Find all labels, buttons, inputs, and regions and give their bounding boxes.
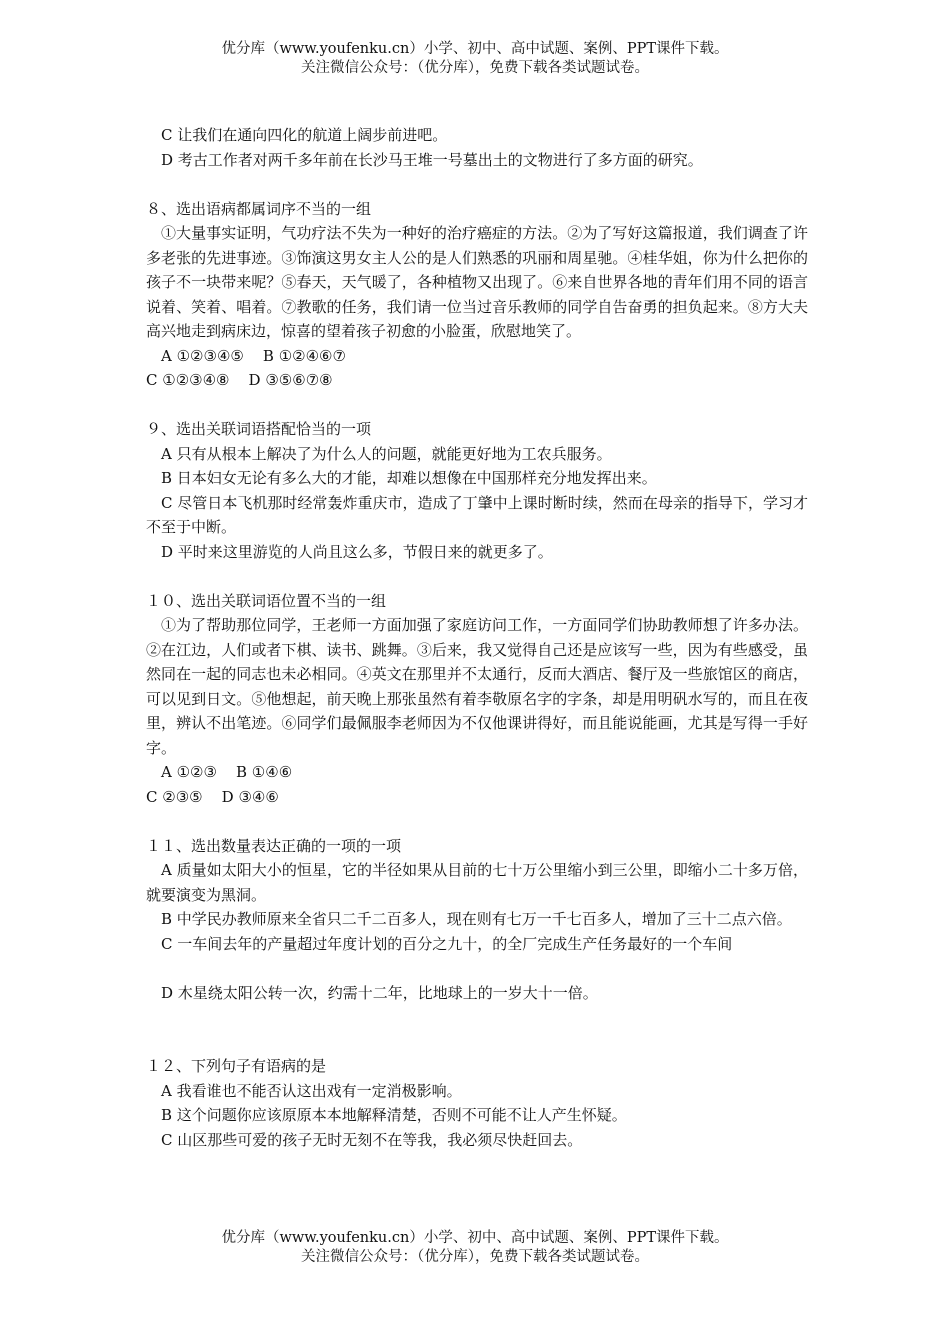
- q11-option-d: D 木星绕太阳公转一次，约需十二年，比地球上的一岁大十一倍。: [161, 983, 598, 1002]
- q8-body: ①大量事实证明，气功疗法不失为一种好的治疗癌症的方法。②为了写好这篇报道，我们调查了许多老张的先进事迹。③饰演这男女主人公的是人们熟悉的巩丽和周星驰。④桂华姐，你为什么把你的孩子不一块带来呢？⑤春天，天气暖了，各种植物又出现了。⑥来自世界各地的青年们用不同的语言说着、笑着、唱着。⑦教歌的任务，我们请一位当过音乐教师的同学自告奋勇的担负起来。⑧方大夫高兴地走到病床边，惊喜的望着孩子初愈的小脸蛋，欣慰地笑了。: [146, 224, 808, 340]
- page-header: [0, 40, 950, 78]
- q8-title: ８、选出语病都属词序不当的一组: [146, 199, 372, 218]
- q9-option-d: D 平时来这里游览的人尚且这么多，节假日来的就更多了。: [161, 542, 553, 561]
- header-line-2: 关注微信公众号：（优分库），免费下载各类试题试卷。: [301, 60, 649, 76]
- q9-option-a: A 只有从根本上解决了为什么人的问题，就能更好地为工农兵服务。: [161, 444, 612, 463]
- header-line-1: 优分库（www.youfenku.cn）小学、初中、高中试题、案例、PPT课件下载。: [221, 41, 729, 57]
- q12-option-c: C 山区那些可爱的孩子无时无刻不在等我，我必须尽快赶回去。: [161, 1130, 583, 1149]
- q9-option-c: C 尽管日本飞机那时经常轰炸重庆市，造成了丁肇中上课时断时续，然而在母亲的指导下，学习才不至于中断。: [146, 493, 808, 536]
- q10-title: １０、选出关联词语位置不当的一组: [146, 591, 387, 610]
- q12-title: １２、下列句子有语病的是: [146, 1057, 327, 1075]
- q7-option-c: C 让我们在通向四化的航道上阔步前进吧。: [161, 126, 448, 144]
- page-footer: [0, 1229, 950, 1267]
- q11-option-c: C 一车间去年的产量超过年度计划的百分之九十，的全厂完成生产任务最好的一个车间: [161, 934, 733, 953]
- q9-title: ９、选出关联词语搭配恰当的一项: [146, 420, 372, 438]
- q12-option-b: B 这个问题你应该原原本本地解释清楚，否则不可能不让人产生怀疑。: [161, 1106, 627, 1124]
- q8-options-cd: C ①②③④⑧ D ③⑤⑥⑦⑧: [146, 371, 333, 389]
- q10-options-cd: C ②③⑤ D ③④⑥: [146, 787, 279, 806]
- q9-option-b: B 日本妇女无论有多么大的才能，却难以想像在中国那样充分地发挥出来。: [161, 469, 657, 487]
- footer-line-1: 优分库（www.youfenku.cn）小学、初中、高中试题、案例、PPT课件下载。: [221, 1230, 729, 1246]
- q8-options-ab: A ①②③④⑤ B ①②④⑥⑦: [161, 346, 346, 365]
- q11-option-a: A 质量如太阳大小的恒星，它的半径如果从目前的七十万公里缩小到三公里，即缩小二十多万倍，就要演变为黑洞。: [146, 861, 808, 904]
- q11-option-b: B 中学民办教师原来全省只二千二百多人，现在则有七万一千七百多人，增加了三十二点六倍。: [161, 910, 792, 928]
- q7-option-d: D 考古工作者对两千多年前在长沙马王堆一号墓出土的文物进行了多方面的研究。: [161, 150, 703, 169]
- document-body: [146, 123, 808, 1152]
- q10-options-ab: A ①②③ B ①④⑥: [161, 763, 293, 781]
- q12-option-a: A 我看谁也不能否认这出戏有一定消极影响。: [161, 1081, 462, 1100]
- q11-title: １１、选出数量表达正确的一项的一项: [146, 836, 402, 855]
- q10-body: ①为了帮助那位同学，王老师一方面加强了家庭访问工作，一方面同学们协助教师想了许多办法。②在江边，人们或者下棋、读书、跳舞。③后来，我又觉得自己还是应该写一些，因为有些感受，虽然同在一起的同志也未必相同。④英文在那里并不太通行，反而大酒店、餐厅及一些旅馆区的商店，可以见到日文。⑤他想起，前天晚上那张虽然有着李敬原名字的字条，却是用明矾水写的，而且在夜里，辨认不出笔迹。⑥同学们最佩服李老师因为不仅他课讲得好，而且能说能画，尤其是写得一手好字。: [146, 616, 808, 757]
- footer-line-2: 关注微信公众号：（优分库），免费下载各类试题试卷。: [301, 1249, 649, 1265]
